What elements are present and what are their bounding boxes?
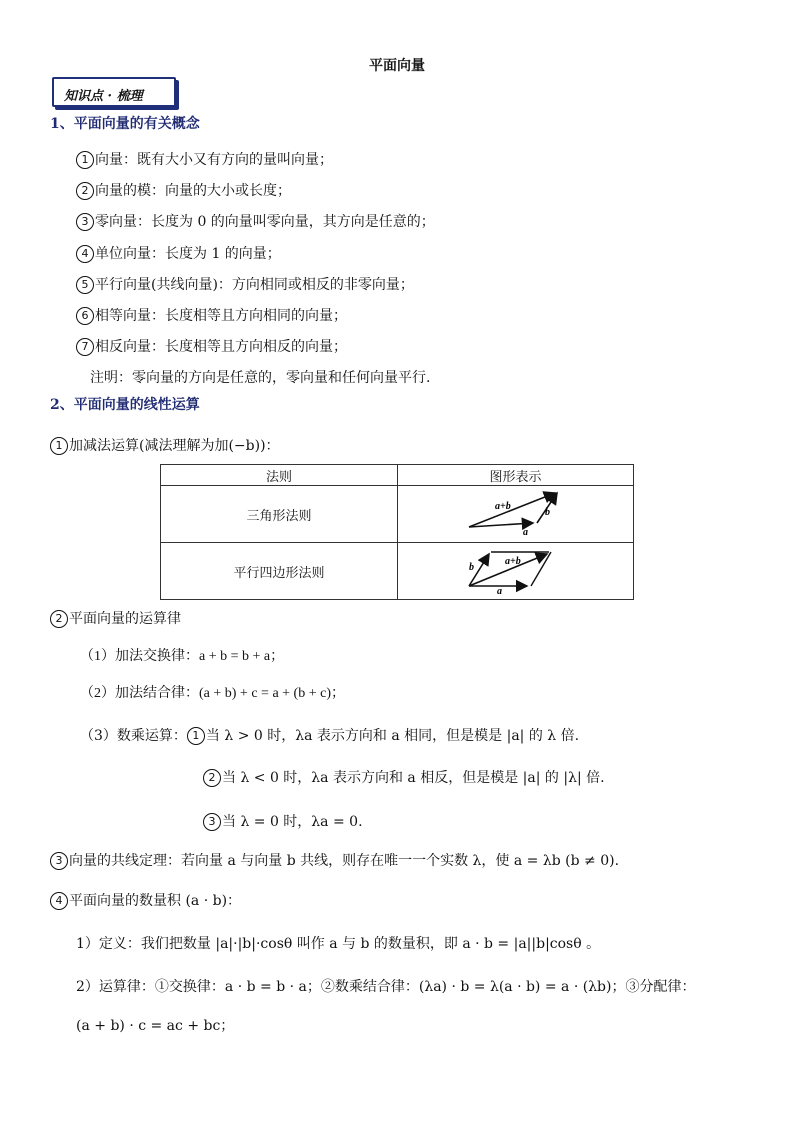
b-label: b — [544, 507, 550, 518]
b-label: b — [468, 562, 474, 573]
circled-number: 1 — [187, 727, 205, 745]
page-title: 平面向量 — [369, 58, 425, 74]
subsection-text: 平面向量的数量积 (a · b)： — [69, 893, 242, 909]
a-label: a — [496, 586, 502, 594]
subsection-text: 加减法运算(减法理解为加(−b))： — [69, 438, 280, 454]
law-commutative: （1）加法交换律：a + b = b + a； — [80, 649, 285, 664]
subsection-2 — [50, 608, 181, 628]
rule-name: 三角形法则 — [161, 486, 398, 543]
concept-text: 相等向量：长度相等且方向相同的向量； — [95, 308, 347, 324]
law-scalar — [80, 725, 579, 745]
subsection-text: 平面向量的运算律 — [69, 611, 181, 627]
section-badge — [52, 77, 176, 107]
concept-text: 单位向量：长度为 1 的向量； — [95, 246, 281, 262]
concept-item — [76, 211, 435, 231]
concept-text: 平行向量(共线向量)：方向相同或相反的非零向量； — [95, 277, 414, 293]
circled-number: 4 — [76, 245, 94, 263]
subsection-text: 向量的共线定理：若向量 a 与向量 b 共线，则存在唯一一个实数 λ，使 a = λb (b ≠ 0). — [69, 853, 620, 869]
circled-number: 3 — [76, 213, 94, 231]
dot-product-definition: 1）定义：我们把数量 |a|·|b|·cosθ 叫作 a 与 b 的数量积，即 a · b = |a||b|cosθ 。 — [76, 936, 601, 952]
subsection-4 — [50, 890, 241, 910]
sum-label: a+b — [494, 501, 511, 512]
section-1-heading: 1、平面向量的有关概念 — [50, 116, 200, 132]
circled-number: 3 — [203, 813, 221, 831]
table-header: 法则 — [161, 465, 398, 486]
section-2-heading: 2、平面向量的线性运算 — [50, 397, 200, 413]
circled-number: 2 — [76, 182, 94, 200]
circled-number: 7 — [76, 338, 94, 356]
concept-text: 向量的模：向量的大小或长度； — [95, 183, 291, 199]
circled-number: 1 — [50, 437, 68, 455]
badge-label: 知识点 · 梳理 — [64, 89, 143, 104]
note-text: 注明：零向量的方向是任意的，零向量和任何向量平行. — [90, 370, 431, 386]
circled-number: 2 — [203, 769, 221, 787]
table-header: 图形表示 — [398, 465, 634, 486]
law-associative: （2）加法结合律：(a + b) + c = a + (b + c)； — [80, 686, 345, 701]
circled-number: 1 — [76, 151, 94, 169]
rule-name: 平行四边形法则 — [161, 543, 398, 600]
circled-number: 6 — [76, 307, 94, 325]
vector-sum-arrow — [469, 493, 555, 527]
parallelogram-diagram-cell — [398, 543, 634, 600]
concept-item — [76, 243, 281, 263]
concept-item — [76, 180, 291, 200]
circled-number: 3 — [50, 852, 68, 870]
dot-product-laws: 2）运算律：①交换律：a · b = b · a；②数乘结合律：(λa) · b = λ(a · b) = a · (λb)；③分配律： — [76, 979, 696, 995]
concept-text: 向量：既有大小又有方向的量叫向量； — [95, 152, 333, 168]
concept-item — [76, 305, 347, 325]
law-text: 当 λ > 0 时，λa 表示方向和 a 相同，但是模是 |a| 的 λ 倍. — [205, 728, 580, 744]
law-prefix: （3）数乘运算： — [80, 728, 187, 744]
law-text: 当 λ = 0 时，λa = 0. — [222, 814, 363, 830]
subsection-3 — [50, 850, 619, 870]
concept-text: 相反向量：长度相等且方向相反的向量； — [95, 339, 347, 355]
concept-text: 零向量：长度为 0 的向量叫零向量，其方向是任意的； — [95, 214, 435, 230]
table-row — [161, 543, 634, 600]
concept-item — [76, 149, 333, 169]
parallelogram-rule-diagram — [461, 544, 571, 594]
circled-number: 4 — [50, 892, 68, 910]
law-scalar-negative — [203, 767, 605, 787]
circled-number: 5 — [76, 276, 94, 294]
table-row — [161, 486, 634, 543]
concept-item — [76, 274, 414, 294]
concept-item — [76, 336, 347, 356]
law-text: 当 λ < 0 时，λa 表示方向和 a 相反，但是模是 |a| 的 |λ| 倍. — [222, 770, 605, 786]
a-label: a — [522, 527, 528, 537]
circled-number: 2 — [50, 610, 68, 628]
law-scalar-zero — [203, 811, 363, 831]
triangle-rule-diagram — [461, 487, 571, 537]
dot-product-distributive: (a + b) · c = ac + bc； — [76, 1018, 235, 1034]
subsection-1 — [50, 435, 280, 455]
triangle-diagram-cell — [398, 486, 634, 543]
sum-label: a+b — [504, 556, 521, 567]
vector-rules-table — [160, 464, 634, 600]
